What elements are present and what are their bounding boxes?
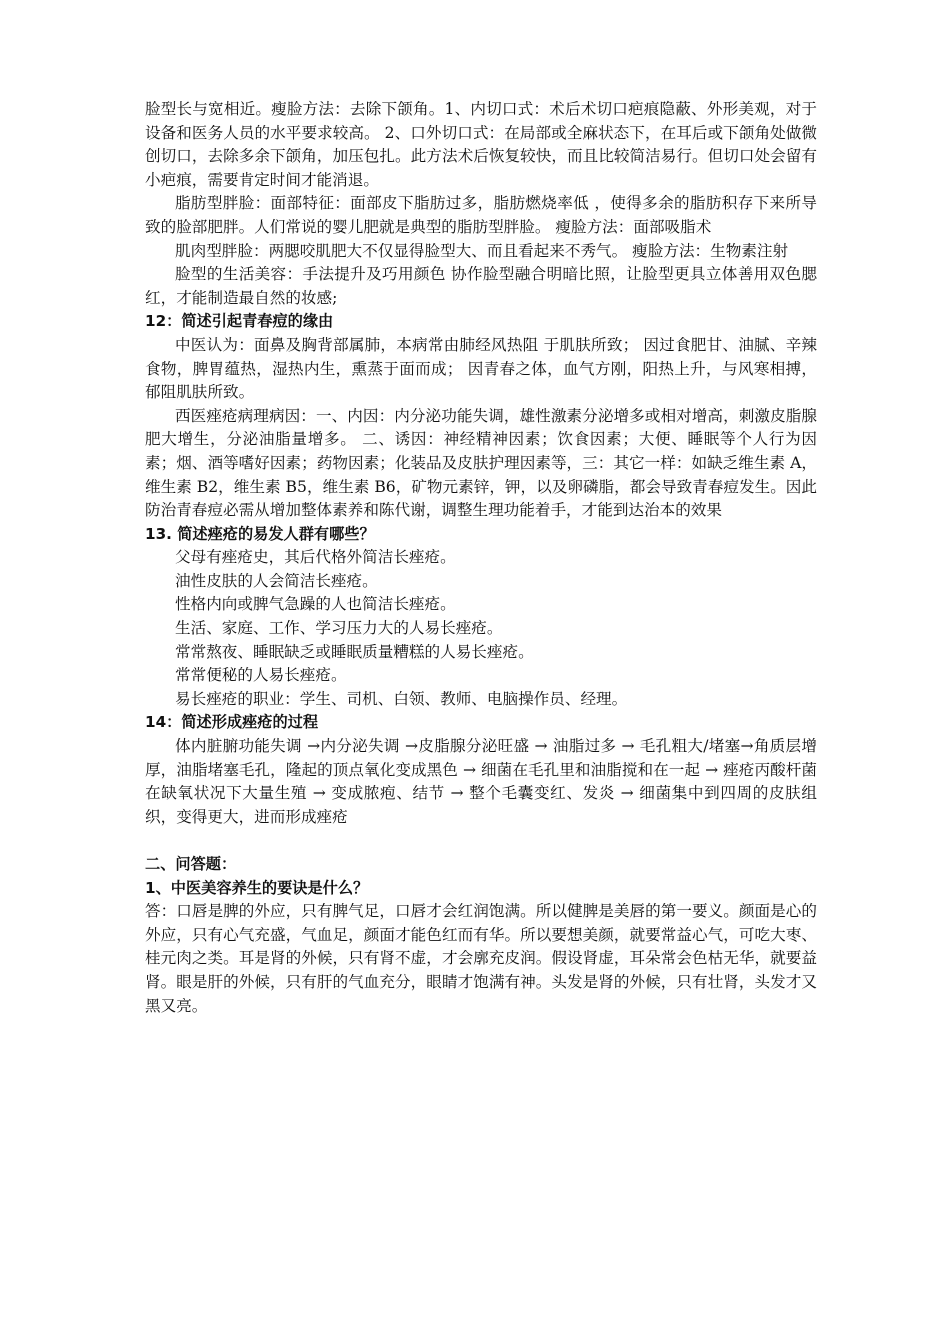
list-item: 性格内向或脾气急躁的人也简洁长痤疮。 — [175, 595, 456, 614]
question-13-list — [145, 546, 817, 711]
document-page — [145, 98, 817, 1018]
list-item: 易长痤疮的职业：学生、司机、白领、教师、电脑操作员、经理。 — [175, 689, 628, 708]
section-2-heading: 二、问答题： — [145, 855, 237, 873]
question-12-heading: 12：简述引起青春痘的缘由 — [145, 312, 334, 331]
section-2-question-1-heading: 1、中医美容养生的要诀是什么？ — [145, 878, 369, 897]
intro-paragraph-4: 脸型的生活美容：手法提升及巧用颜色 协作脸型融合明暗比照，让脸型更具立体善用双色腮红，才能制造最自然的妆感; — [145, 265, 817, 307]
question-14-heading: 14：简述形成痤疮的过程 — [145, 713, 319, 732]
list-item: 油性皮肤的人会简洁长痤疮。 — [175, 571, 378, 590]
blank-line — [145, 829, 817, 853]
question-14-paragraph: 体内脏腑功能失调 →内分泌失调 →皮脂腺分泌旺盛 → 油脂过多 → 毛孔粗大/堵塞→角质层增厚，油脂堵塞毛孔，隆起的顶点氧化变成黑色 → 细菌在毛孔里和油脂搅和在一起 → 痤疮丙酸杆菌在缺氧状况下大量生殖 → 变成脓疱、结节 → 整个毛囊变红、发炎 → 细菌集中到四周的皮肤组织，变得更大，进而形成痤疮 — [145, 737, 817, 826]
question-12-paragraph-2: 西医痤疮病理病因：一、内因：内分泌功能失调，雄性激素分泌增多或相对增高，刺激皮脂腺肥大增生，分泌油脂量增多。 二、诱因：神经精神因素；饮食因素；大便、睡眠等个人行为因素；烟、酒等嗜好因素；药物因素；化装品及皮肤护理因素等，三：其它一样：如缺乏维生素 A，维生素 B2，维生素 B5，维生素 B6，矿物元素锌，钾，以及卵磷脂，都会导致青春痘发生。因此防治青春痘必需从增加整体素养和陈代谢，调整生理功能着手，才能到达治本的效果 — [145, 406, 818, 520]
question-13-heading: 13. 简述痤疮的易发人群有哪些？ — [145, 524, 375, 543]
list-item: 常常熬夜、睡眠缺乏或睡眠质量糟糕的人易长痤疮。 — [175, 642, 534, 661]
list-item: 父母有痤疮史，其后代格外简洁长痤疮。 — [175, 548, 456, 567]
intro-paragraph-1: 脸型长与宽相近。瘦脸方法：去除下颌角。1、内切口式：术后术切口疤痕隐蔽、外形美观，对于设备和医务人员的水平要求较高。 2、口外切口式：在局部或全麻状态下，在耳后或下颌角处做微创切口，去除多余下颌角，加压包扎。此方法术后恢复较快，而且比较简洁易行。但切口处会留有小疤痕，需要肯定时间才能消退。 — [145, 100, 817, 189]
list-item: 常常便秘的人易长痤疮。 — [175, 666, 347, 685]
list-item: 生活、家庭、工作、学习压力大的人易长痤疮。 — [175, 619, 503, 638]
intro-paragraph-2: 脂肪型胖脸：面部特征：面部皮下脂肪过多，脂肪燃烧率低 ，使得多余的脂肪积存下来所导致的脸部肥胖。人们常说的婴儿肥就是典型的脂肪型胖脸。 瘦脸方法：面部吸脂术 — [145, 194, 817, 236]
section-2-answer: 答：口唇是脾的外应，只有脾气足，口唇才会红润饱满。所以健脾是美唇的第一要义。颜面是心的外应，只有心气充盛，气血足，颜面才能色红而有华。所以要想美颜，就要常益心气，可吃大枣、桂元肉之类。耳是肾的外候，只有肾不虚，才会廓充皮润。假设肾虚，耳朵常会色枯无华，就要益肾。眼是肝的外候，只有肝的气血充分，眼睛才饱满有神。头发是肾的外候，只有壮肾，头发才又黑又亮。 — [145, 902, 817, 1015]
intro-paragraph-3: 肌肉型胖脸：两腮咬肌肥大不仅显得脸型大、而且看起来不秀气。 瘦脸方法：生物素注射 — [175, 241, 789, 260]
question-12-paragraph-1: 中医认为：面鼻及胸背部属肺，本病常由肺经风热阻 于肌肤所致； 因过食肥甘、油腻、辛辣食物，脾胃蕴热，湿热内生，熏蒸于面而成； 因青春之体，血气方刚，阳热上升，与风寒相搏，郁阻肌肤所致。 — [145, 335, 817, 402]
